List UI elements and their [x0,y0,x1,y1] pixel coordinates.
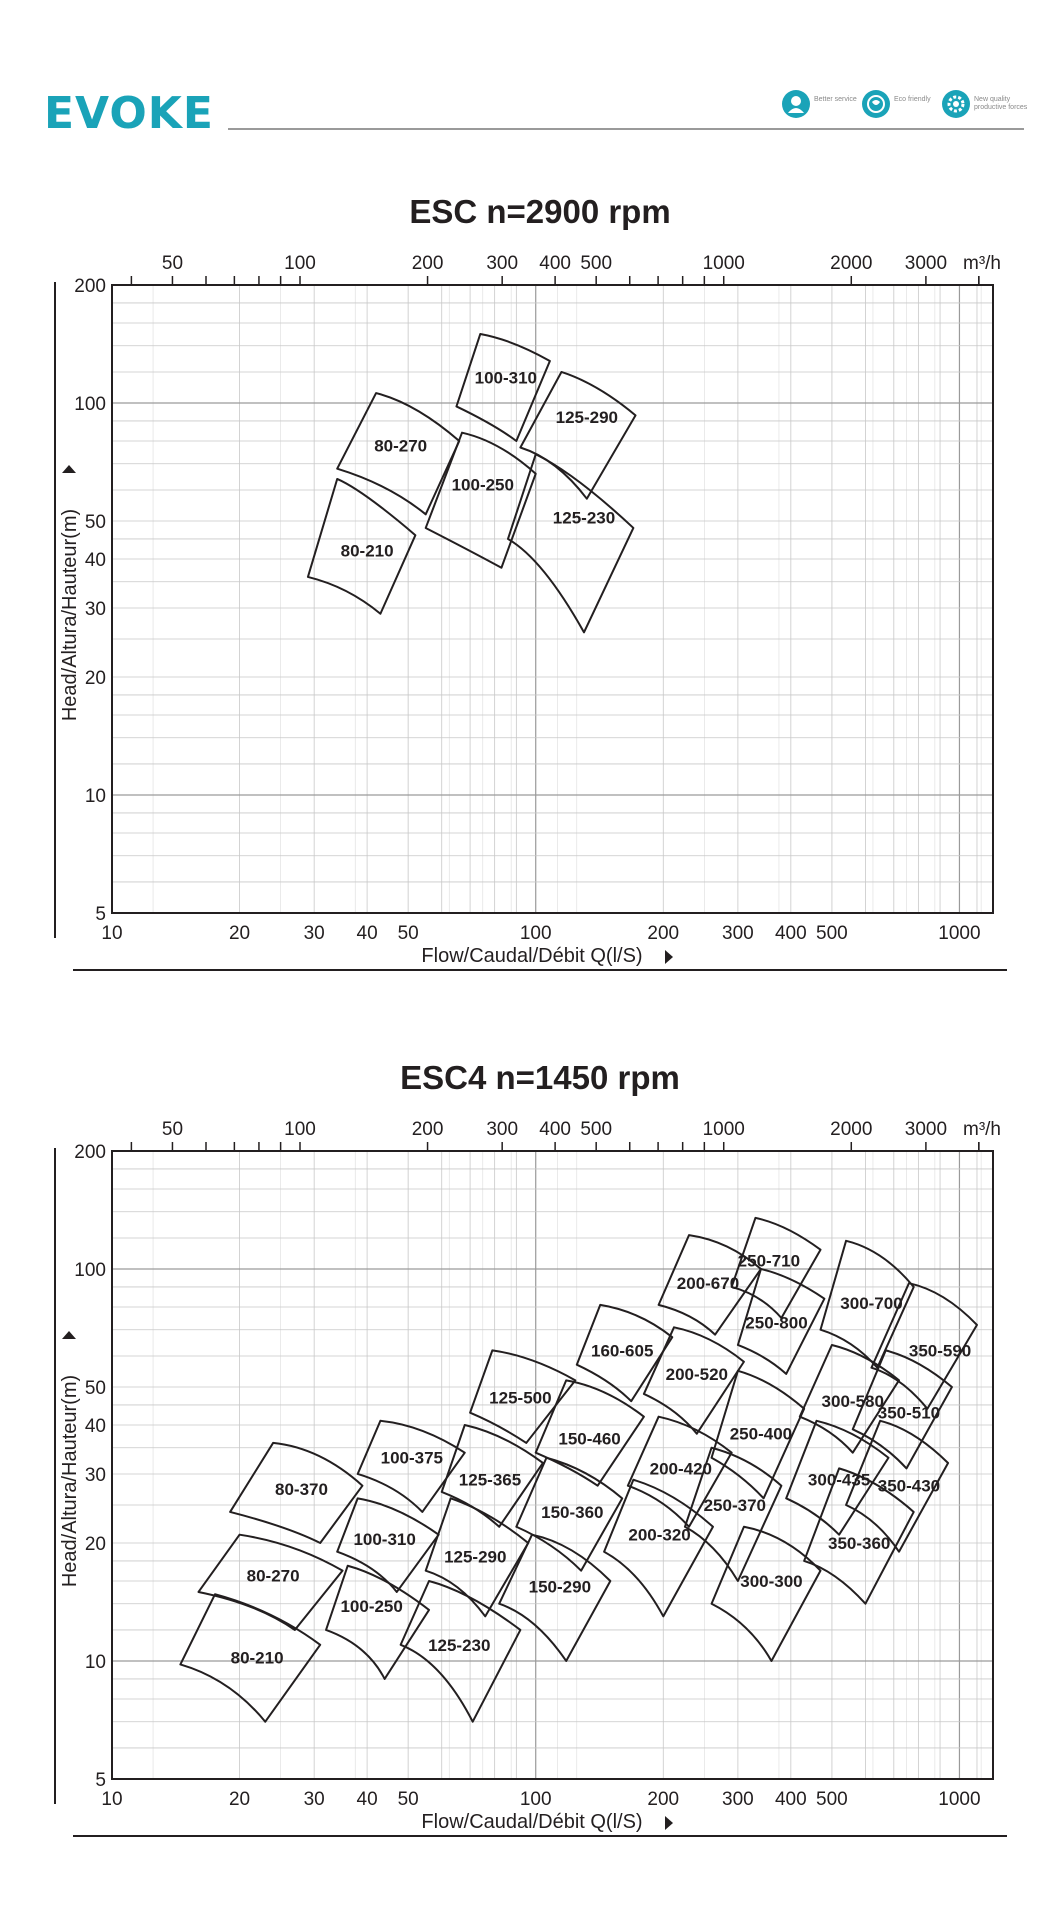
x-arrow-icon [665,1816,673,1830]
x-tick-label: 100 [519,1789,552,1810]
chart-regions [180,1218,977,1722]
page-header [0,0,1060,140]
top-tick-label: 500 [580,1119,613,1140]
x-axis-label: Flow/Caudal/Débit Q(l/S) [421,945,643,967]
top-tick-label: 400 [539,1119,571,1140]
pump-region-label: 125-290 [444,1547,507,1567]
x-tick-label: 40 [356,1789,378,1810]
plot-frame [112,285,993,913]
pump-region-label: 125-290 [555,408,619,428]
pump-region-label: 250-370 [703,1496,766,1516]
y-axis-label: Head/Altura/Hauteur(m) [59,1374,81,1588]
x-tick-label: 50 [397,1789,419,1810]
pump-region-label: 80-370 [275,1479,328,1499]
header-divider [228,128,1024,130]
x-tick-label: 200 [647,1789,680,1810]
x-tick-label: 20 [228,923,251,944]
pump-region-label: 250-710 [737,1251,801,1271]
x-tick-label: 30 [303,1789,325,1810]
pump-region-label: 100-250 [340,1597,403,1617]
pump-region-label: 125-230 [428,1635,491,1655]
pump-region-label: 125-230 [552,508,616,528]
y-tick-label: 50 [84,1378,106,1400]
x-axis-label: Flow/Caudal/Débit Q(l/S) [421,1811,643,1833]
pump-region-label: 350-590 [908,1341,972,1361]
x-tick-label: 300 [722,923,754,944]
y-tick-label: 50 [84,512,106,534]
x-tick-label: 40 [356,923,378,944]
top-tick-label: 500 [580,253,613,274]
chart-esc4-1450 [0,1046,1060,1856]
top-tick-label: 1000 [702,253,745,274]
top-tick-label: 300 [486,253,519,274]
leaf-globe-icon [862,90,890,118]
top-tick-label: 200 [411,253,444,274]
top-tick-label: 50 [161,253,184,274]
pump-region-label: 150-360 [541,1502,604,1522]
badge-text: New quality productive forces [974,96,1028,111]
pump-region-label: 300-580 [821,1392,884,1412]
top-tick-label: 2000 [830,253,873,274]
x-tick-label: 20 [228,1789,251,1810]
pump-region-label: 80-270 [374,436,428,456]
pump-region-label: 250-800 [745,1313,808,1333]
y-tick-label: 10 [84,785,106,807]
pump-region-label: 100-375 [380,1448,444,1468]
x-tick-label: 500 [816,923,848,944]
y-tick-label: 20 [84,1533,106,1555]
pump-region-label: 200-420 [649,1459,713,1479]
top-unit-label: m³/h [963,253,1001,274]
pump-region-label: 200-670 [676,1274,740,1294]
chart-axes [55,253,1007,970]
y-tick-label: 200 [74,276,106,297]
badge-text: Eco friendly [894,96,931,103]
top-unit-label: m³/h [963,1119,1001,1140]
chart-grid [112,285,993,913]
top-tick-label: 3000 [904,253,948,274]
x-tick-label: 10 [101,1789,123,1810]
top-tick-label: 3000 [904,1119,948,1140]
x-tick-label: 500 [816,1789,848,1810]
pump-region-label: 250-400 [729,1424,793,1444]
top-tick-label: 100 [284,1119,316,1140]
pump-region-label: 160-605 [591,1341,654,1361]
y-tick-label: 100 [74,1260,106,1282]
y-tick-label: 5 [95,904,106,925]
x-tick-label: 400 [774,923,807,944]
x-tick-label: 50 [397,923,419,944]
top-tick-label: 300 [486,1119,519,1140]
pump-region-label: 350-510 [877,1403,941,1423]
pump-region-100-250 [326,1566,429,1679]
x-tick-label: 10 [101,923,123,944]
pump-region-label: 100-310 [353,1529,416,1549]
chart-title: ESC4 n=1450 rpm [400,1059,680,1096]
evoke-logo: EVOKE [44,88,214,139]
top-tick-label: 50 [161,1119,184,1140]
gear-icon [942,90,970,118]
top-tick-label: 100 [284,253,316,274]
badge-text: Better service [814,96,857,103]
pump-region-label: 150-290 [528,1577,592,1597]
pump-region-label: 300-435 [807,1470,871,1490]
x-tick-label: 400 [774,1789,807,1810]
pump-region-300-300 [712,1527,821,1661]
y-tick-label: 10 [84,1651,106,1673]
chart-regions [308,334,636,632]
pump-region-label: 100-310 [474,368,538,388]
y-arrow-icon [62,465,76,473]
pump-region-label: 200-320 [628,1525,691,1545]
y-tick-label: 30 [84,598,106,620]
x-tick-label: 1000 [938,1789,981,1810]
x-tick-label: 100 [519,923,552,944]
y-tick-label: 40 [84,1415,106,1437]
y-tick-label: 40 [84,549,106,571]
pump-region-label: 300-300 [740,1571,803,1591]
pump-region-label: 100-250 [451,475,514,495]
pump-region-label: 80-210 [340,541,394,561]
y-tick-label: 30 [84,1464,106,1486]
pump-region-label: 125-500 [489,1388,552,1408]
y-arrow-icon [62,1331,76,1339]
pump-region-label: 200-520 [665,1364,729,1384]
pump-region-label: 300-700 [840,1293,903,1313]
x-arrow-icon [665,950,673,964]
y-tick-label: 200 [74,1142,106,1163]
y-tick-label: 100 [74,394,106,416]
pump-region-label: 350-430 [877,1476,941,1496]
pump-region-label: 350-360 [828,1533,891,1553]
top-tick-label: 2000 [830,1119,873,1140]
top-tick-label: 1000 [702,1119,745,1140]
y-axis-label: Head/Altura/Hauteur(m) [59,508,81,722]
x-tick-label: 30 [303,923,325,944]
chart-title: ESC n=2900 rpm [409,193,671,230]
top-tick-label: 200 [411,1119,444,1140]
x-tick-label: 1000 [938,923,981,944]
pump-region-label: 80-210 [230,1648,284,1668]
person-icon [782,90,810,118]
pump-region-label: 80-270 [246,1566,300,1586]
pump-region-label: 150-460 [558,1429,621,1449]
y-tick-label: 5 [95,1770,106,1791]
chart-esc-2900 [0,180,1060,990]
top-tick-label: 400 [539,253,571,274]
pump-region-label: 125-365 [458,1470,522,1490]
x-tick-label: 300 [722,1789,754,1810]
pump-region-150-290 [499,1535,610,1661]
y-tick-label: 20 [84,667,106,689]
x-tick-label: 200 [647,923,680,944]
